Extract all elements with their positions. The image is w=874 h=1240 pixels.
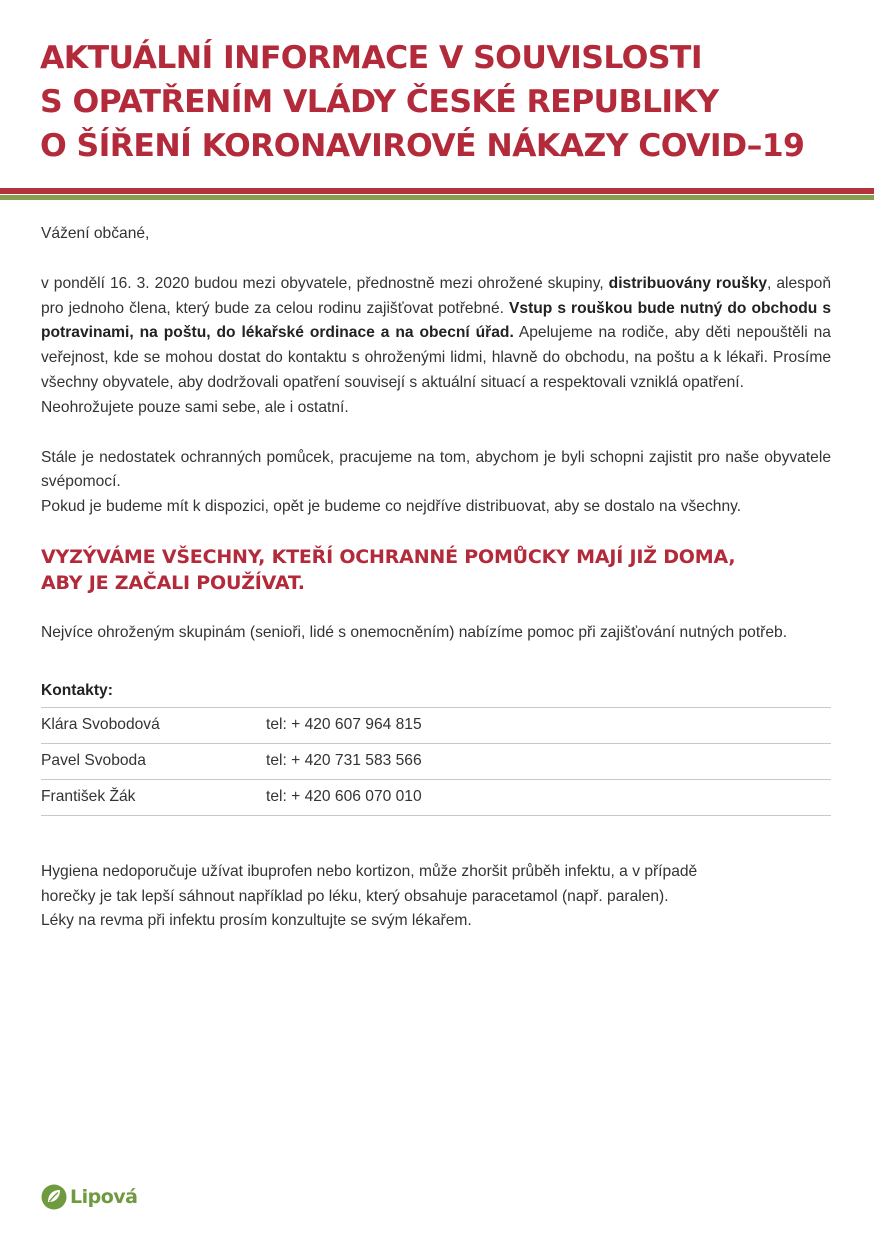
health-note — [41, 860, 831, 934]
note-line: Hygiena nedoporučuje užívat ibuprofen nebo kortizon, může zhoršit průběh infektu, a v případě — [41, 862, 698, 880]
call-line: ABY JE ZAČALI POUŽÍVAT. — [41, 571, 305, 594]
title-line: O ŠÍŘENÍ KORONAVIROVÉ NÁKAZY COVID–19 — [40, 128, 805, 164]
bold-run: Vstup s rouškou bude nutný do obchodu s potravinami, na poštu, do lékařské ordinace a na obecní úřad. — [41, 299, 831, 342]
logo-text: Lipová — [70, 1186, 138, 1208]
page-title — [40, 36, 850, 168]
leaf-icon — [41, 1184, 67, 1210]
bold-run: distribuovány roušky — [608, 274, 768, 292]
text-run: v pondělí 16. 3. 2020 budou mezi obyvatele, přednostně mezi ohrožené skupiny, — [41, 274, 609, 292]
call-line: VYZÝVÁME VŠECHNY, KTEŘÍ OCHRANNÉ POMŮCKY MAJÍ JIŽ DOMA, — [41, 545, 736, 568]
note-line: horečky je tak lepší sáhnout například po léku, který obsahuje paracetamol (např. paralen). — [41, 887, 669, 905]
paragraph-line: Neohrožujete pouze sami sebe, ale i ostatní. — [41, 398, 349, 416]
contact-phone: tel: + 420 607 964 815 — [266, 716, 422, 734]
call-to-action — [41, 544, 831, 596]
paragraph-masks — [41, 272, 831, 396]
contacts-table — [41, 707, 831, 816]
municipality-logo — [41, 1183, 137, 1211]
letter-body — [41, 222, 831, 934]
title-line: S OPATŘENÍM VLÁDY ČESKÉ REPUBLIKY — [40, 84, 719, 120]
paragraph-help: Nejvíce ohroženým skupinám (senioři, lidé s onemocněním) nabízíme pomoc při zajišťování nutných potřeb. — [41, 623, 788, 641]
contacts-heading: Kontakty: — [41, 681, 113, 699]
table-row — [41, 708, 831, 744]
contact-phone: tel: + 420 731 583 566 — [266, 752, 422, 770]
paragraph-shortage: Stále je nedostatek ochranných pomůcek, pracujeme na tom, abychom je byli schopni zajistit pro naše obyvatele svépomocí. — [41, 448, 831, 491]
text-run: Apelujeme na rodiče, aby děti nepouštěli na veřejnost, kde se mohou dostat do kontaktu s ohroženými lidmi, hlavně do obchodu, na poštu a k lékaři. Prosíme všechny obyvatele, aby dodržovali opatření souvisejí s aktuální situací a respektovali vzniklá opatření. — [41, 324, 831, 391]
contact-name: Klára Svobodová — [41, 716, 160, 734]
table-row — [41, 780, 831, 816]
note-line: Léky na revma při infektu prosím konzultujte se svým lékařem. — [41, 912, 472, 930]
paragraph-distribution: Pokud je budeme mít k dispozici, opět je budeme co nejdříve distribuovat, aby se dostalo na všechny. — [41, 498, 742, 516]
contact-name: František Žák — [41, 788, 136, 806]
divider-green — [0, 195, 874, 200]
salutation: Vážení občané, — [41, 225, 150, 242]
contact-phone: tel: + 420 606 070 010 — [266, 788, 422, 806]
title-line: AKTUÁLNÍ INFORMACE V SOUVISLOSTI — [40, 40, 702, 76]
contact-name: Pavel Svoboda — [41, 752, 146, 770]
table-row — [41, 744, 831, 780]
text-run: , alespoň pro jednoho člena, který bude za celou rodinu zajišťovat potřebné. — [41, 274, 831, 317]
divider-red — [0, 188, 874, 194]
